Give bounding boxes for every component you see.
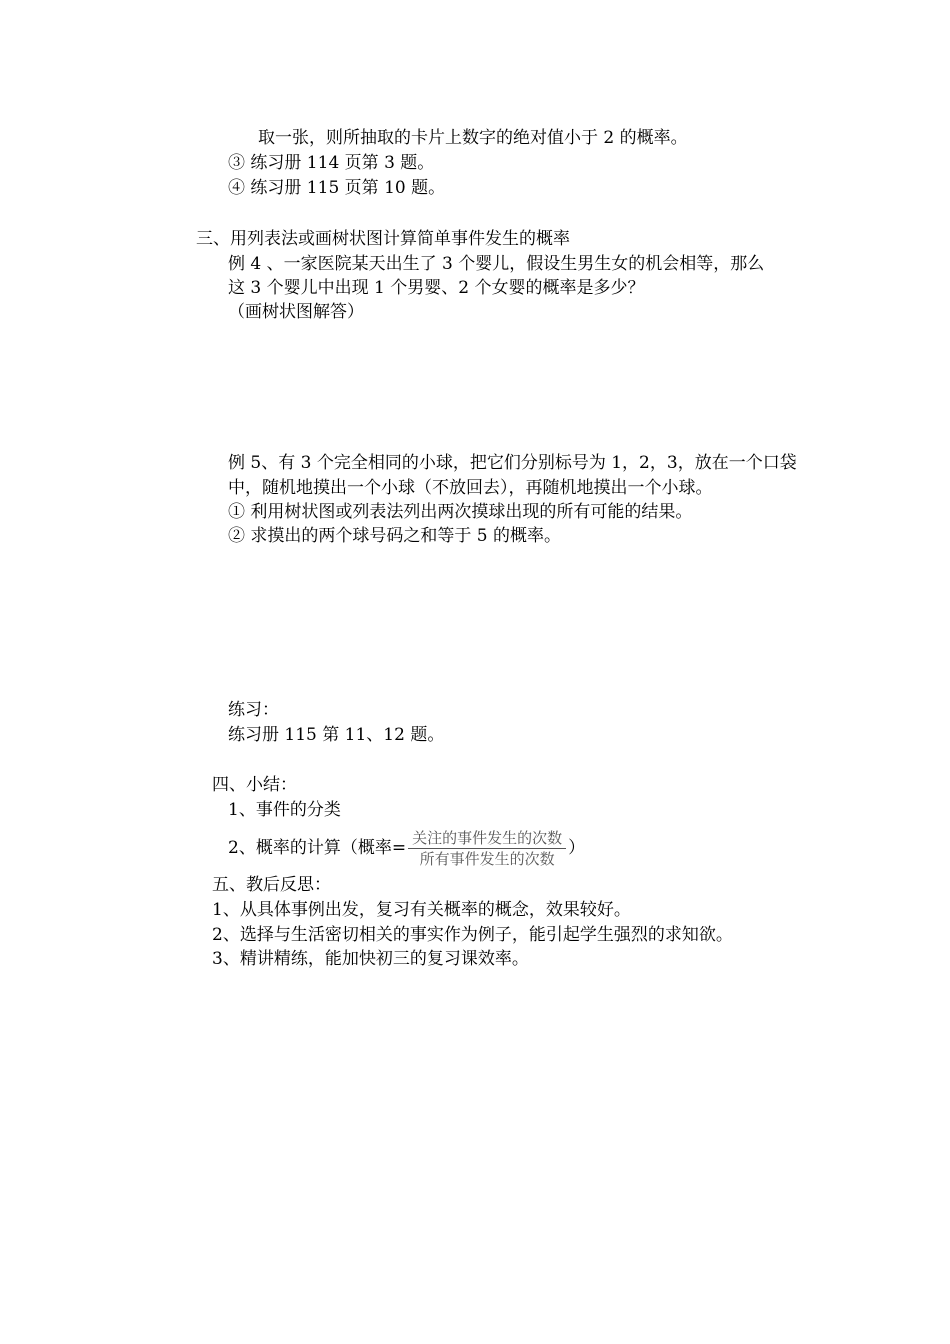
section-4-heading: 四、小结： <box>212 775 297 795</box>
fraction-denominator: 所有事件发生的次数 <box>419 850 555 868</box>
summary-item-2 <box>228 826 585 870</box>
fraction-numerator: 关注的事件发生的次数 <box>408 829 566 849</box>
example-4-line-1: 例 4 、一家医院某天出生了 3 个婴儿，假设生男生女的机会相等，那么 <box>228 254 765 274</box>
summary-item-2-prefix: 2、概率的计算（概率= <box>228 838 407 858</box>
example-5-line-2: 中，随机地摸出一个小球（不放回去），再随机地摸出一个小球。 <box>228 478 713 498</box>
example-5-line-1: 例 5、有 3 个完全相同的小球，把它们分别标号为 1，2，3，放在一个口袋 <box>228 453 797 473</box>
reflection-item-3: 3、精讲精练，能加快初三的复习课效率。 <box>212 949 529 969</box>
section-5-heading: 五、教后反思： <box>212 875 331 895</box>
reflection-item-2: 2、选择与生活密切相关的事实作为例子，能引起学生强烈的求知欲。 <box>212 925 733 945</box>
continuation-line: 取一张，则所抽取的卡片上数字的绝对值小于 2 的概率。 <box>258 128 688 148</box>
example-4-line-2: 这 3 个婴儿中出现 1 个男婴、2 个女婴的概率是多少？ <box>228 278 645 298</box>
reflection-item-1: 1、从具体事例出发，复习有关概率的概念，效果较好。 <box>212 900 631 920</box>
probability-fraction <box>408 829 566 868</box>
section-3-heading: 三、用列表法或画树状图计算简单事件发生的概率 <box>196 229 570 249</box>
example-5-question-2: ② 求摸出的两个球号码之和等于 5 的概率。 <box>228 526 562 546</box>
exercise-item-4: ④ 练习册 115 页第 10 题。 <box>228 178 446 198</box>
summary-item-1: 1、事件的分类 <box>228 800 341 820</box>
practice-text: 练习册 115 第 11、12 题。 <box>228 725 445 745</box>
example-4-hint: （画树状图解答） <box>228 302 364 322</box>
exercise-item-3: ③ 练习册 114 页第 3 题。 <box>228 153 435 173</box>
practice-label: 练习： <box>228 700 279 720</box>
summary-item-2-suffix: ） <box>568 838 586 858</box>
example-5-question-1: ① 利用树状图或列表法列出两次摸球出现的所有可能的结果。 <box>228 502 693 522</box>
